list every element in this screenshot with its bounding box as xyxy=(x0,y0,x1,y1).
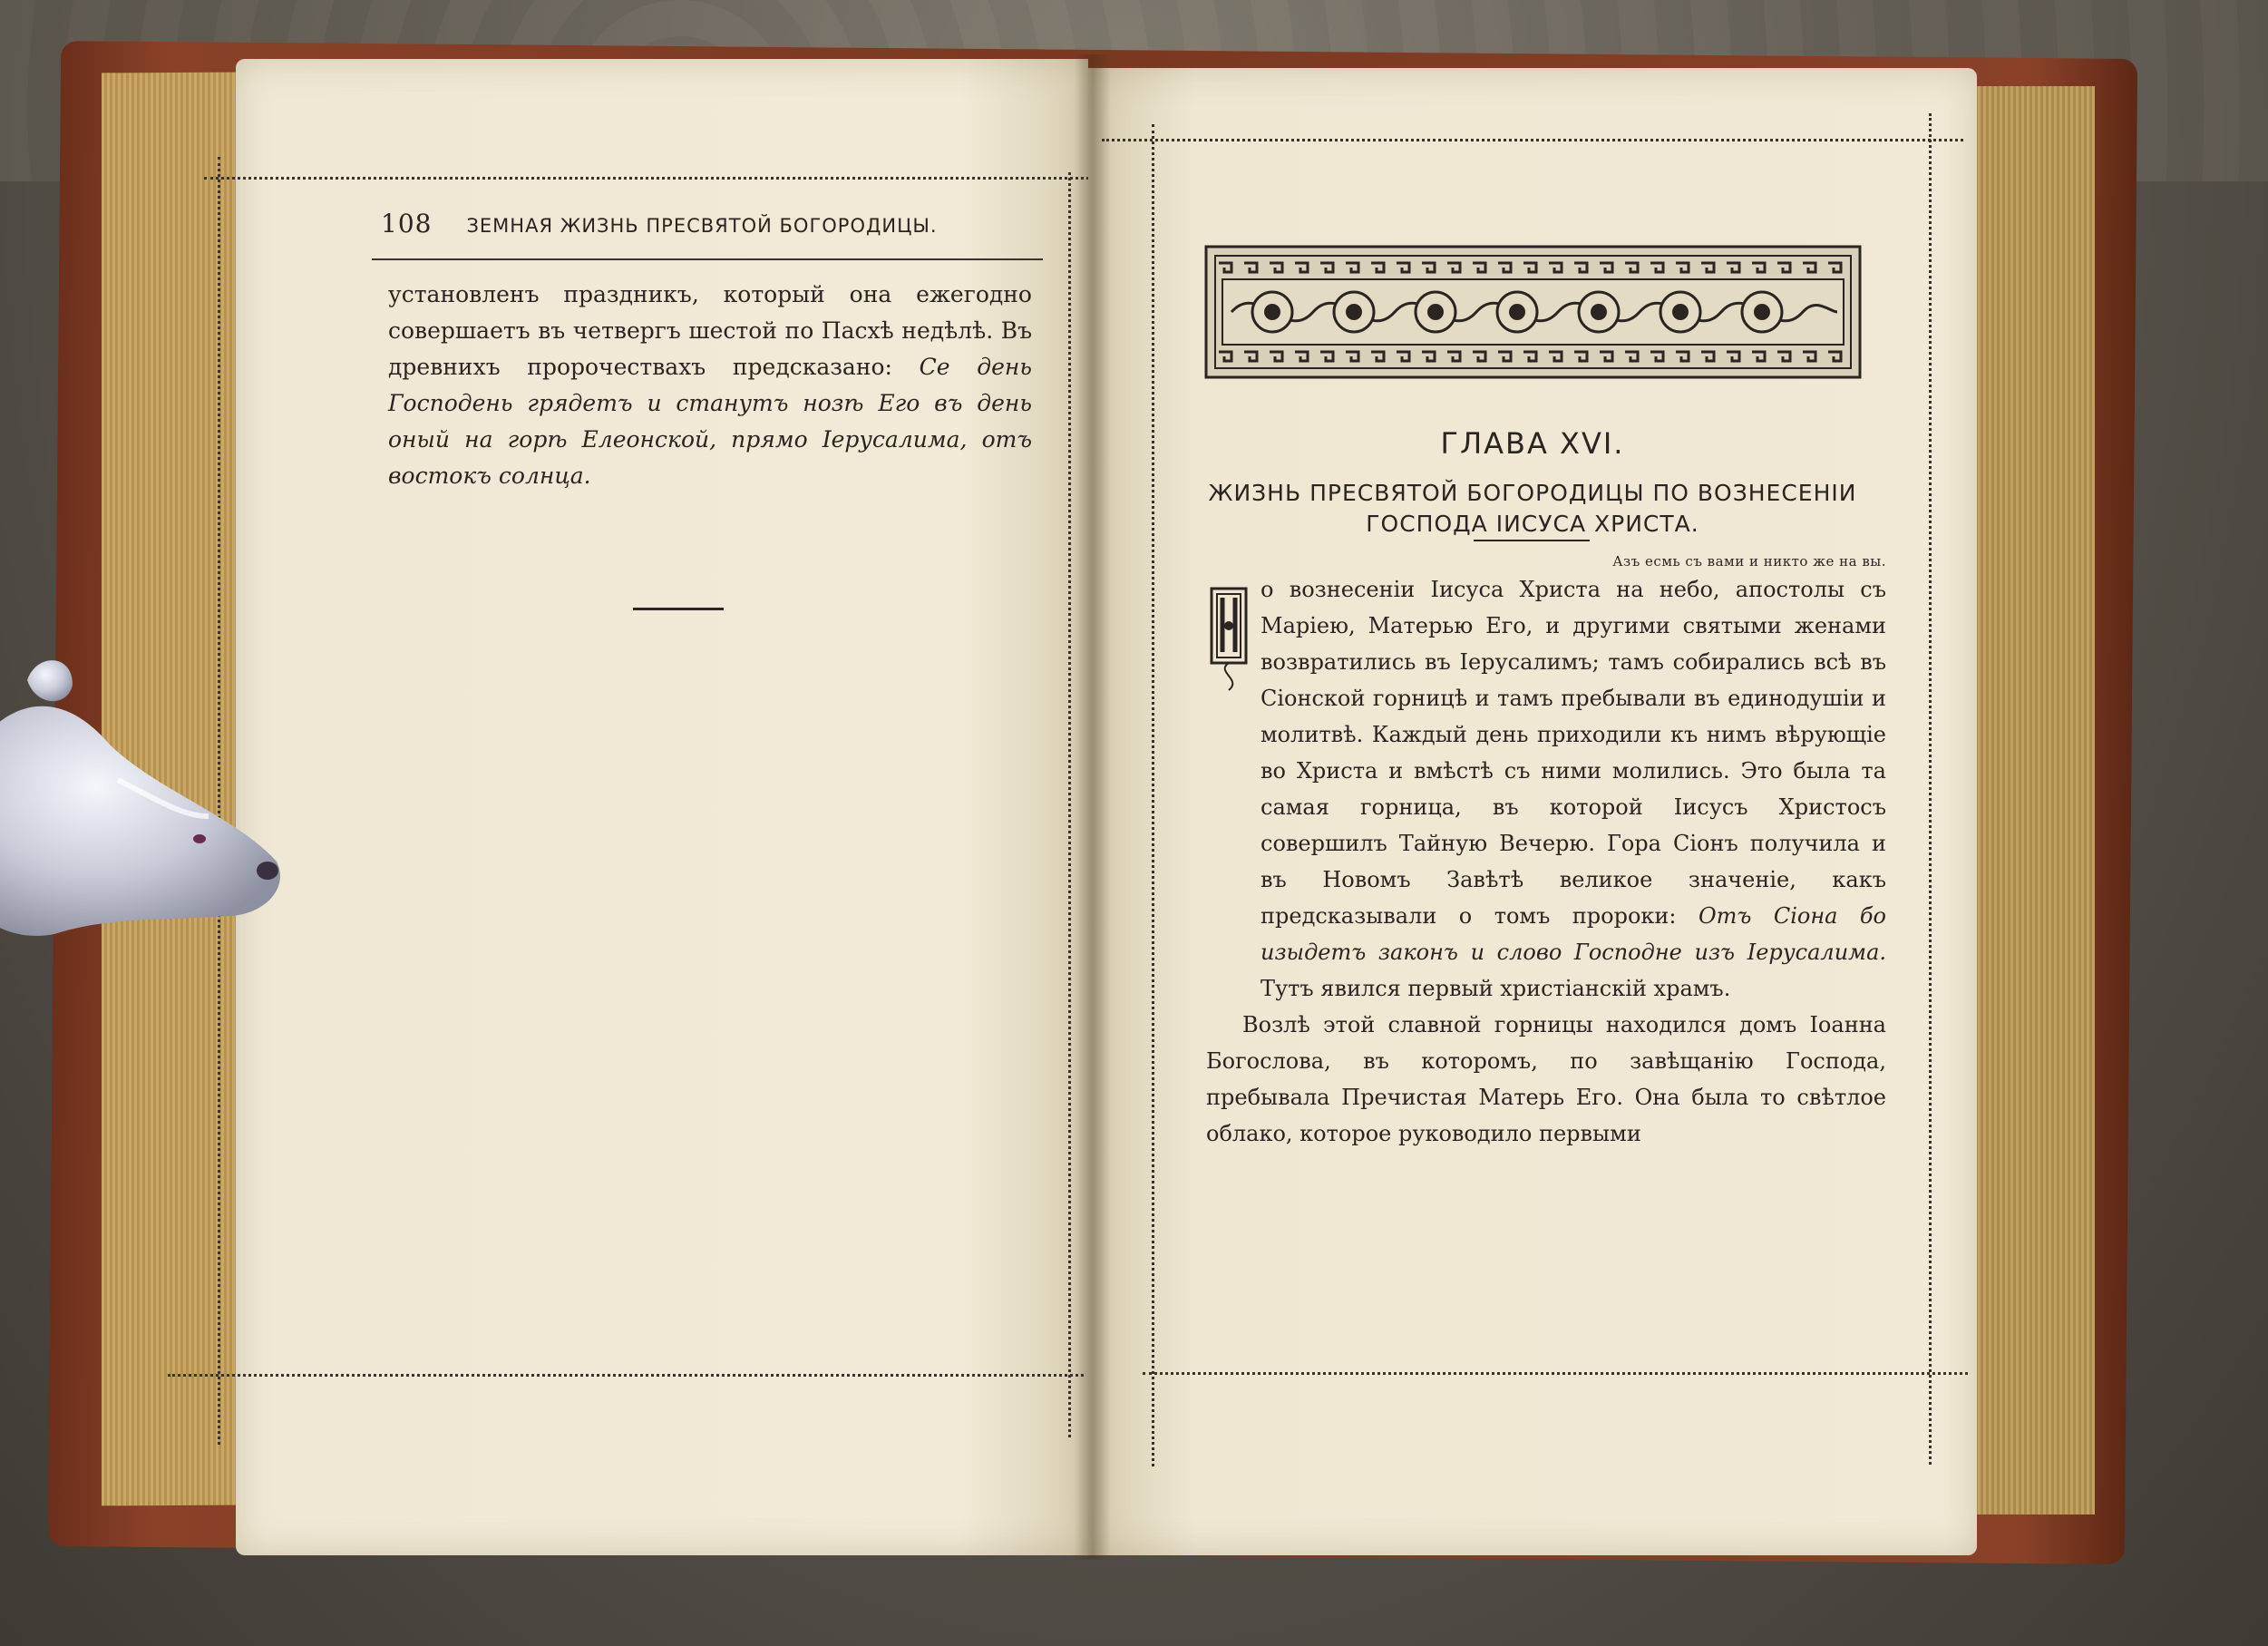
paragraph1-end: Тутъ явился первый христiанскiй храмъ. xyxy=(1261,976,1731,1001)
right-page xyxy=(1088,68,1977,1555)
left-text-italic: Се день Господень грядетъ и станутъ нозѣ Его въ день оный на горѣ Елеонской, прямо Iерусалима, отъ востокъ солнца. xyxy=(388,354,1032,489)
left-text-plain: установленъ праздникъ, который она ежегодно совершаетъ въ четвергъ шестой по Пасхѣ недѣлѣ. Въ древнихъ пророчествахъ предсказано: xyxy=(388,281,1032,380)
running-head xyxy=(381,209,1034,239)
right-dotted-rule xyxy=(1929,113,1932,1465)
chapter-rule xyxy=(1474,540,1590,541)
chapter-title: ГЛАВА XVI. xyxy=(1440,426,1625,461)
running-head-rule xyxy=(372,258,1043,260)
book-gutter xyxy=(1075,54,1111,1560)
top-dotted-rule xyxy=(204,177,1111,180)
right-dotted-rule xyxy=(1068,172,1071,1437)
right-page-text xyxy=(1206,571,1886,1152)
paragraph2-text: Возлѣ этой славной горницы находился домъ Iоанна Богослова, въ которомъ, по завѣщанiю Господа, пребывала Пречистая Матерь Его. Она была то свѣтлое облако, которое руководило первыми xyxy=(1206,1012,1886,1146)
running-head-title: ЗЕМНАЯ ЖИЗНЬ ПРЕСВЯТОЙ БОГОРОДИЦЫ. xyxy=(466,215,938,237)
left-page-text xyxy=(388,277,1032,494)
chapter-headpiece-ornament xyxy=(1204,245,1862,379)
paragraph1-text: о вознесенiи Iисуса Христа на небо, апостолы съ Марiею, Матерью Его, и другими святыми женами возвратились въ Iерусалимъ; тамъ собирались всѣ въ Сiонской горницѣ и тамъ пребывали въ единодушiи и молитвѣ. Каждый день приходили къ нимъ вѣрующiе во Христа и вмѣстѣ съ ними молились. Это была та самая горница, въ которой Iисусъ Христосъ совершилъ Тайную Вечерю. Гора Сiонъ получила и въ Новомъ Завѣтѣ великое значенiе, какъ предсказывали о томъ пророки: xyxy=(1261,577,1886,929)
top-dotted-rule xyxy=(1102,139,1963,141)
page-number: 108 xyxy=(381,209,433,239)
epigraph: Азъ есмь съ вами и никто же на вы. xyxy=(1612,553,1886,570)
paragraph1-italic: Отъ Сiона бо изыдетъ законъ и слово Господне изъ Iерусалима. xyxy=(1261,903,1886,965)
left-dotted-rule xyxy=(1152,124,1154,1466)
chapter-subtitle: ЖИЗНЬ ПРЕСВЯТОЙ БОГОРОДИЦЫ ПО ВОЗНЕСЕНIИ ГОСПОДА IИСУСА ХРИСТА. xyxy=(1208,480,1857,537)
right-page-edges xyxy=(1972,86,2095,1515)
bottom-dotted-rule xyxy=(1143,1372,1968,1375)
left-page xyxy=(236,59,1088,1555)
bottom-dotted-rule xyxy=(168,1374,1084,1377)
section-end-rule xyxy=(633,608,724,610)
porcelain-bear-figurine xyxy=(0,644,299,943)
